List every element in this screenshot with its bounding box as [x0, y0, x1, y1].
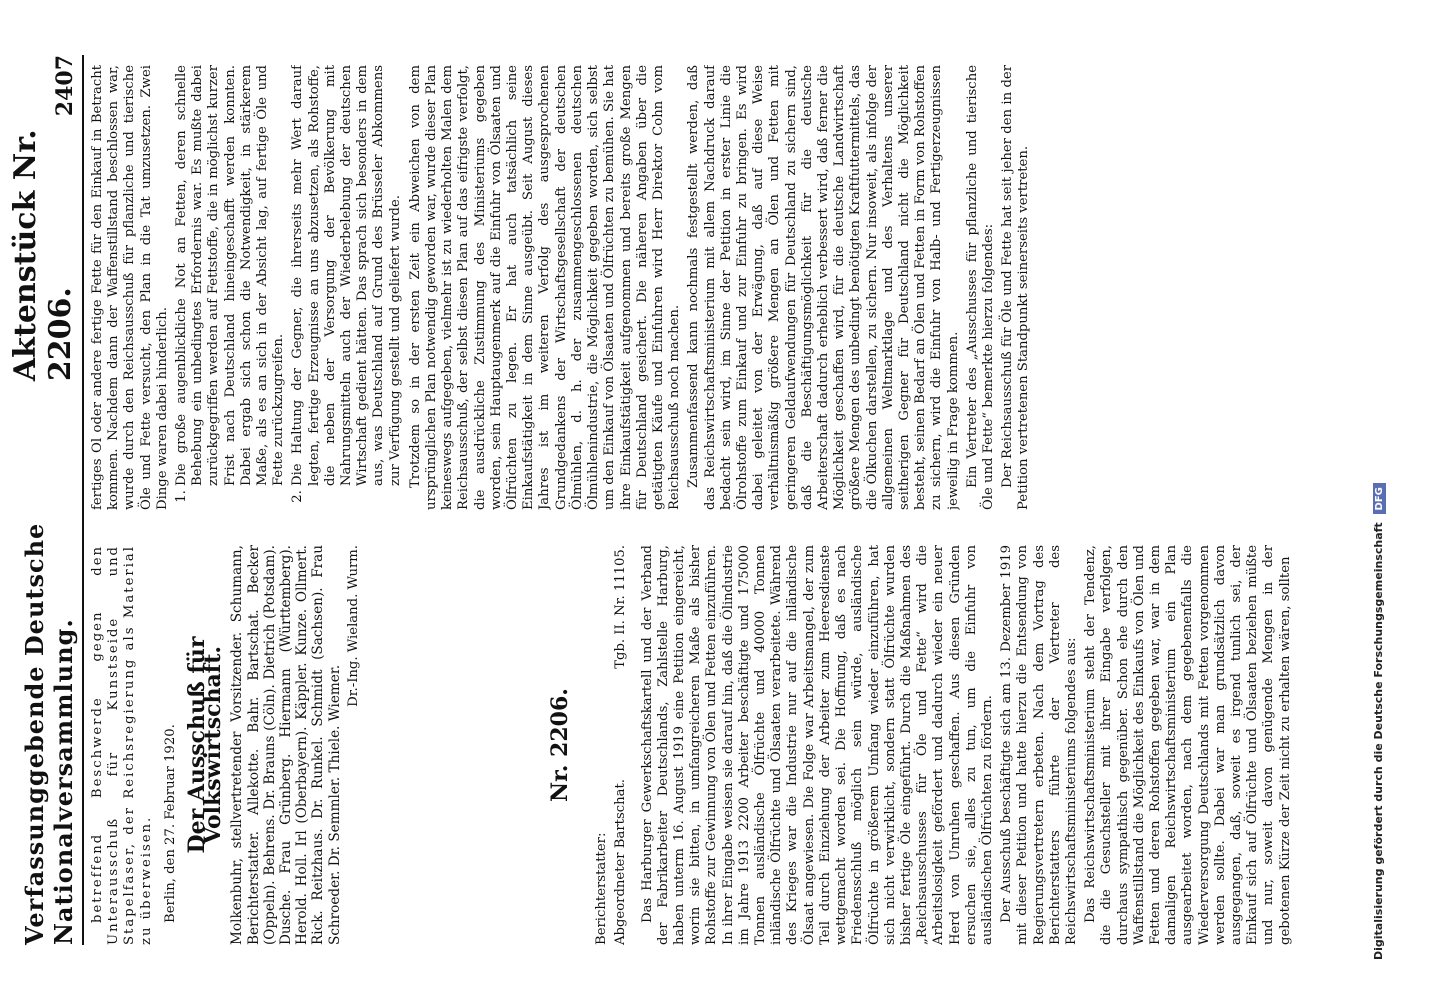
- page-header: [8, 55, 84, 945]
- reporter-label: Berichterstatter:: [594, 832, 610, 945]
- document-title: Nr. 2206.: [547, 688, 574, 802]
- header-document-number: Aktenstück Nr. 2206.: [8, 129, 78, 382]
- left-column: [90, 545, 1390, 945]
- date-line: Berlin, den 27. Februar 1920.: [162, 724, 178, 923]
- body-paragraph: Der Ausschuß beschäftigte sich am 13. Dezember 1919 mit dieser Petition und hatte hierzu die Entsendung von Regierungsvertretern erbeten. Nach dem Vortrag des Berichterstatters führte der Vertreter des Reichswirtschaftsministeriums folgendes aus:: [999, 545, 1079, 945]
- body-paragraph: Zusammenfassend kann nochmals festgestellt werden, daß das Reichswirtschaftsministerium mit allem Nachdruck darauf bedacht sein wird, im Sinne der Petition in erster Linie die Ölrohstoffe zum Einkauf und zur Einfuhr zu bringen. Es wird dabei geleitet von der Erwägung, daß auf diese Weise verhältnismäßig größere Mengen an Ölen und Fetten mit geringeren Geldaufwendungen für Deutschland zu sichern sind, daß die Beschäftigungsmöglichkeit für die deutsche Arbeiterschaft dadurch erheblich verbessert wird, daß ferner die Möglichkeit geschaffen wird, für die deutsche Landwirtschaft größere Mengen des unbedingt benötigten Kraftfuttermittels, das die Ölkuchen darstellen, zu sichern. Nur insoweit, als infolge der allgemeinen Weltmarktlage und des Verhaltens unserer seitherigen Gegner für Deutschland nicht die Möglichkeit besteht, seinen Bedarf an Ölen und Fetten in Form von Rohstoffen zu sichern, wird die Einfuhr von Halb- und Fertigerzeugnissen jeweilig in Frage kommen.: [686, 65, 961, 510]
- reporter-row: [613, 545, 629, 945]
- body-paragraph: Das Reichswirtschaftsministerium steht der Tendenz, die die Gesuchsteller mit ihrer Eingabe verfolgen, durchaus sympathisch gegenüber. Schon ehe durch den Waffenstillstand die Möglichkeit des Einkaufs von Ölen und Fetten und deren Rohstoffen gegeben war, war in dem damaligen Reichswirtschaftsministerium ein Plan ausgearbeitet worden, nach dem gegebenenfalls die Wiederversorgung Deutschlands mit Fetten vorgenommen werden sollte. Dabei war man grundsätzlich davon ausgegangen, daß, soweit es irgend tunlich sei, der Einkauf sich auf Ölfrüchte und Ölsaaten beziehen müßte und nur, soweit davon genügende Mengen in der gebotenen Kürze der Zeit nicht zu erhalten wären, sollten: [1083, 545, 1293, 945]
- signature-line: Dr.-Ing. Wieland. Wurm.: [345, 545, 361, 707]
- right-column: [90, 65, 1390, 510]
- reporter-name: Abgeordneter Bartschat.: [613, 779, 629, 945]
- page-number: 2407: [52, 55, 78, 117]
- document-page: [0, 15, 1400, 1000]
- body-paragraph: Trotzdem so in der ersten Zeit ein Abweichen von dem ursprünglichen Plan notwendig geworden war, wurde dieser Plan keineswegs aufgegeben, vielmehr ist zu wiederholten Malen dem Reichsausschuß, der selbst diesen Plan auf das eifrigste verfolgt, die ausdrückliche Zustimmung des Ministeriums gegeben worden, sein Hauptaugenmerk auf die Einfuhr von Ölsaaten und Ölfrüchten zu legen. Er hat auch tatsächlich seine Einkaufstätigkeit in dem Sinne ausgeübt. Seit August dieses Jahres ist im weiteren Verfolg des ausgesprochenen Grundgedankens der Wirtschaftsgesellschaft der deutschen Ölmühlen, d. h. der zusammengeschlossenen deutschen Ölmühlenindustrie, die Möglichkeit gegeben worden, sich selbst um den Einkauf von Ölsaaten und Ölfrüchten zu bemühen. Sie hat ihre Einkaufstätigkeit aufgenommen und bereits große Mengen für Deutschland gesichert. Die näheren Angaben über die getätigten Käufe und Einfuhren wird Herr Direktor Cohn vom Reichsausschuß noch machen.: [407, 65, 683, 510]
- reporter-reference: Tgb. II. Nr. 11105.: [613, 545, 629, 669]
- body-paragraph: Das Harburger Gewerkschaftskartell und der Verband der Fabrikarbeiter Deutschlands, Zahlstelle Harburg, haben unterm 16. August 1919 eine Petition eingereicht, worin sie bitten, in umfangreicheren Maße als bisher Rohstoffe zur Gewinnung von Ölen und Fetten einzuführen. In ihrer Eingabe weisen sie darauf hin, daß die Ölindustrie im Jahre 1913 2200 Arbeiter beschäftigte und 175000 Tonnen ausländische Ölfrüchte und 40000 Tonnen inländische Ölfrüchte und Ölsaaten verarbeitete. Während des Krieges war die Industrie nur auf die inländische Ölsaat angewiesen. Die Folge war Arbeitsmangel, der zum Teil durch Einziehung der Arbeiter zum Heeresdienste wettgemacht worden sei. Die Hoffnung, daß es nach Friedensschluß möglich sein würde, ausländische Ölfrüchte in größerem Umfang wieder einzuführen, hat sich nicht verwirklicht, sondern statt Ölfrüchte wurden bisher fertige Öle eingeführt. Durch die Maßnahmen des „Reichsausschusses für Öle und Fette“ wird die Arbeitslosigkeit gefördert und dadurch wieder ein neuer Herd von Unruhen geschaffen. Aus diesen Gründen ersuchen sie, alles zu tun, um die Einfuhr von ausländischen Ölfrüchten zu fördern.: [639, 545, 995, 945]
- intro-text: betreffend Beschwerde gegen den Unterausschuß für Kunstseide und Stapelfaser, der Reichsregierung als Material zu überweisen.: [90, 545, 154, 945]
- dfg-badge: DFG: [1373, 483, 1386, 514]
- list-item: 2. Die Haltung der Gegner, die ihrerseits mehr Wert darauf legten, fertige Erzeugnisse an uns abzusetzen, als Rohstoffe, die neben der Versorgung der Bevölkerung mit Nahrungsmitteln auch der Wiederbelebung der deutschen Wirtschaft gedient hätten. Das sprach sich besonders in dem aus, was Deutschland auf Grund des Brüsseler Abkommens zur Verfügung gestellt und geliefert wurde.: [290, 65, 403, 486]
- body-paragraph: Ein Vertreter des „Ausschusses für pflanzliche und tierische Öle und Fette“ bemerkte hierzu folgendes:: [964, 65, 996, 510]
- header-title: Verfassunggebende Deutsche Nationalversammlung.: [20, 522, 78, 945]
- digitization-note: [1372, 60, 1386, 960]
- numbered-list: [174, 65, 404, 510]
- committee-members: Molkenbuhr, stellvertretender Vorsitzender. Schumann, Berichterstatter. Allekotte. Bahr. Bartschat. Becker (Oppeln). Behrens. Dr. Brauns (Cöln). Dietrich (Potsdam). Dusche. Frau Grünberg. Hiermann (Württemberg). Herold. Holl. Irl (Oberbayern). Käppler. Kunze. Ollmert. Rick. Reitzhaus. Dr. Runkel. Schmidt (Sachsen). Frau Schroeder. Dr. Semmler. Thiele. Wiemer.: [229, 545, 343, 945]
- committee-title: Der Ausschuß für Volkswirtschaft.: [184, 636, 227, 854]
- list-item: 1. Die große augenblickliche Not an Fetten, deren schnelle Behebung ein unbedingtes Erfordernis war. Es mußte dabei zurückgegriffen werden auf Fettstoffe, die in möglichst kurzer Frist nach Deutschland hineingeschafft werden konnten. Dabei ergab sich schon die Notwendigkeit, in stärkerem Maße, als es an sich in der Absicht lag, auf fertige Öle und Fette zurückzugreifen.: [174, 65, 287, 486]
- body-paragraph: fertiges Öl oder andere fertige Fette für den Einkauf in Betracht kommen. Nachdem dann der Waffenstillstand beschlossen war, wurde durch den Reichsausschuß für pflanzliche und tierische Öle und Fette versucht, den Plan in die Tat umzusetzen. Zwei Dinge waren dabei hinderlich.: [90, 65, 170, 510]
- body-paragraph: Der Reichsausschuß für Öle und Fette hat seit jeher den in der Petition vertretenen Standpunkt seinerseits vertreten.: [1000, 65, 1032, 510]
- digitization-text: Digitalisierung gefördert durch die Deutsche Forschungsgemeinschaft: [1372, 522, 1385, 960]
